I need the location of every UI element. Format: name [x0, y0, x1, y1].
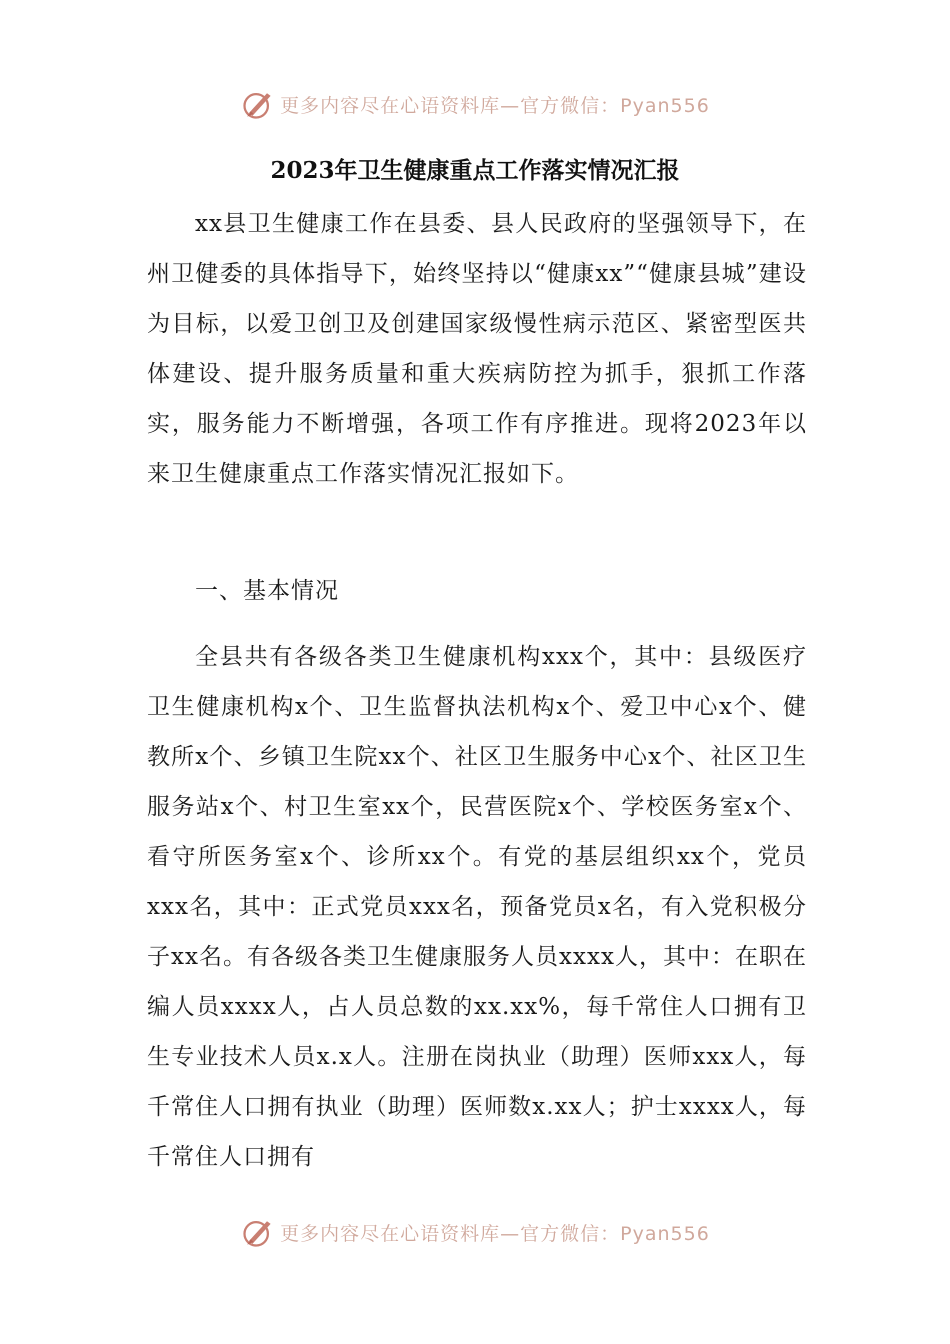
watermark-text: 更多内容尽在心语资料库—官方微信：Pyan556 [280, 94, 710, 117]
document-title: 2023年卫生健康重点工作落实情况汇报 [270, 157, 680, 184]
pen-logo-icon [240, 1214, 276, 1250]
section-heading: 一、基本情况 [195, 578, 339, 604]
watermark-footer [0, 1212, 950, 1252]
paragraph-basic-info: 全县共有各级各类卫生健康机构xxx个，其中：县级医疗卫生健康机构x个、卫生监督执法机构x个、爱卫中心x个、健教所x个、乡镇卫生院xx个、社区卫生服务中心x个、社区卫生服务站x个、村卫生室xx个，民营医院x个、学校医务室x个、看守所医务室x个、诊所xx个。有党的基层组织xx个，党员xxx名，其中：正式党员xxx名，预备党员x名，有入党积极分子xx名。有各级各类卫生健康服务人员xxxx人，其中：在职在编人员xxxx人，占人员总数的xx.xx%，每千常住人口拥有卫生专业技术人员x.x人。注册在岗执业（助理）医师xxx人，每千常住人口拥有执业（助理）医师数x.xx人；护士xxxx人，每千常住人口拥有 [147, 644, 807, 1170]
watermark-header [0, 84, 950, 124]
watermark-text: 更多内容尽在心语资料库—官方微信：Pyan556 [280, 1222, 710, 1245]
pen-logo-icon [240, 86, 276, 122]
paragraph-intro: xx县卫生健康工作在县委、县人民政府的坚强领导下，在州卫健委的具体指导下，始终坚持以“健康xx”“健康县城”建设为目标，以爱卫创卫及创建国家级慢性病示范区、紧密型医共体建设、提升服务质量和重大疾病防控为抓手，狠抓工作落实，服务能力不断增强，各项工作有序推进。现将2023年以来卫生健康重点工作落实情况汇报如下。 [147, 211, 807, 487]
